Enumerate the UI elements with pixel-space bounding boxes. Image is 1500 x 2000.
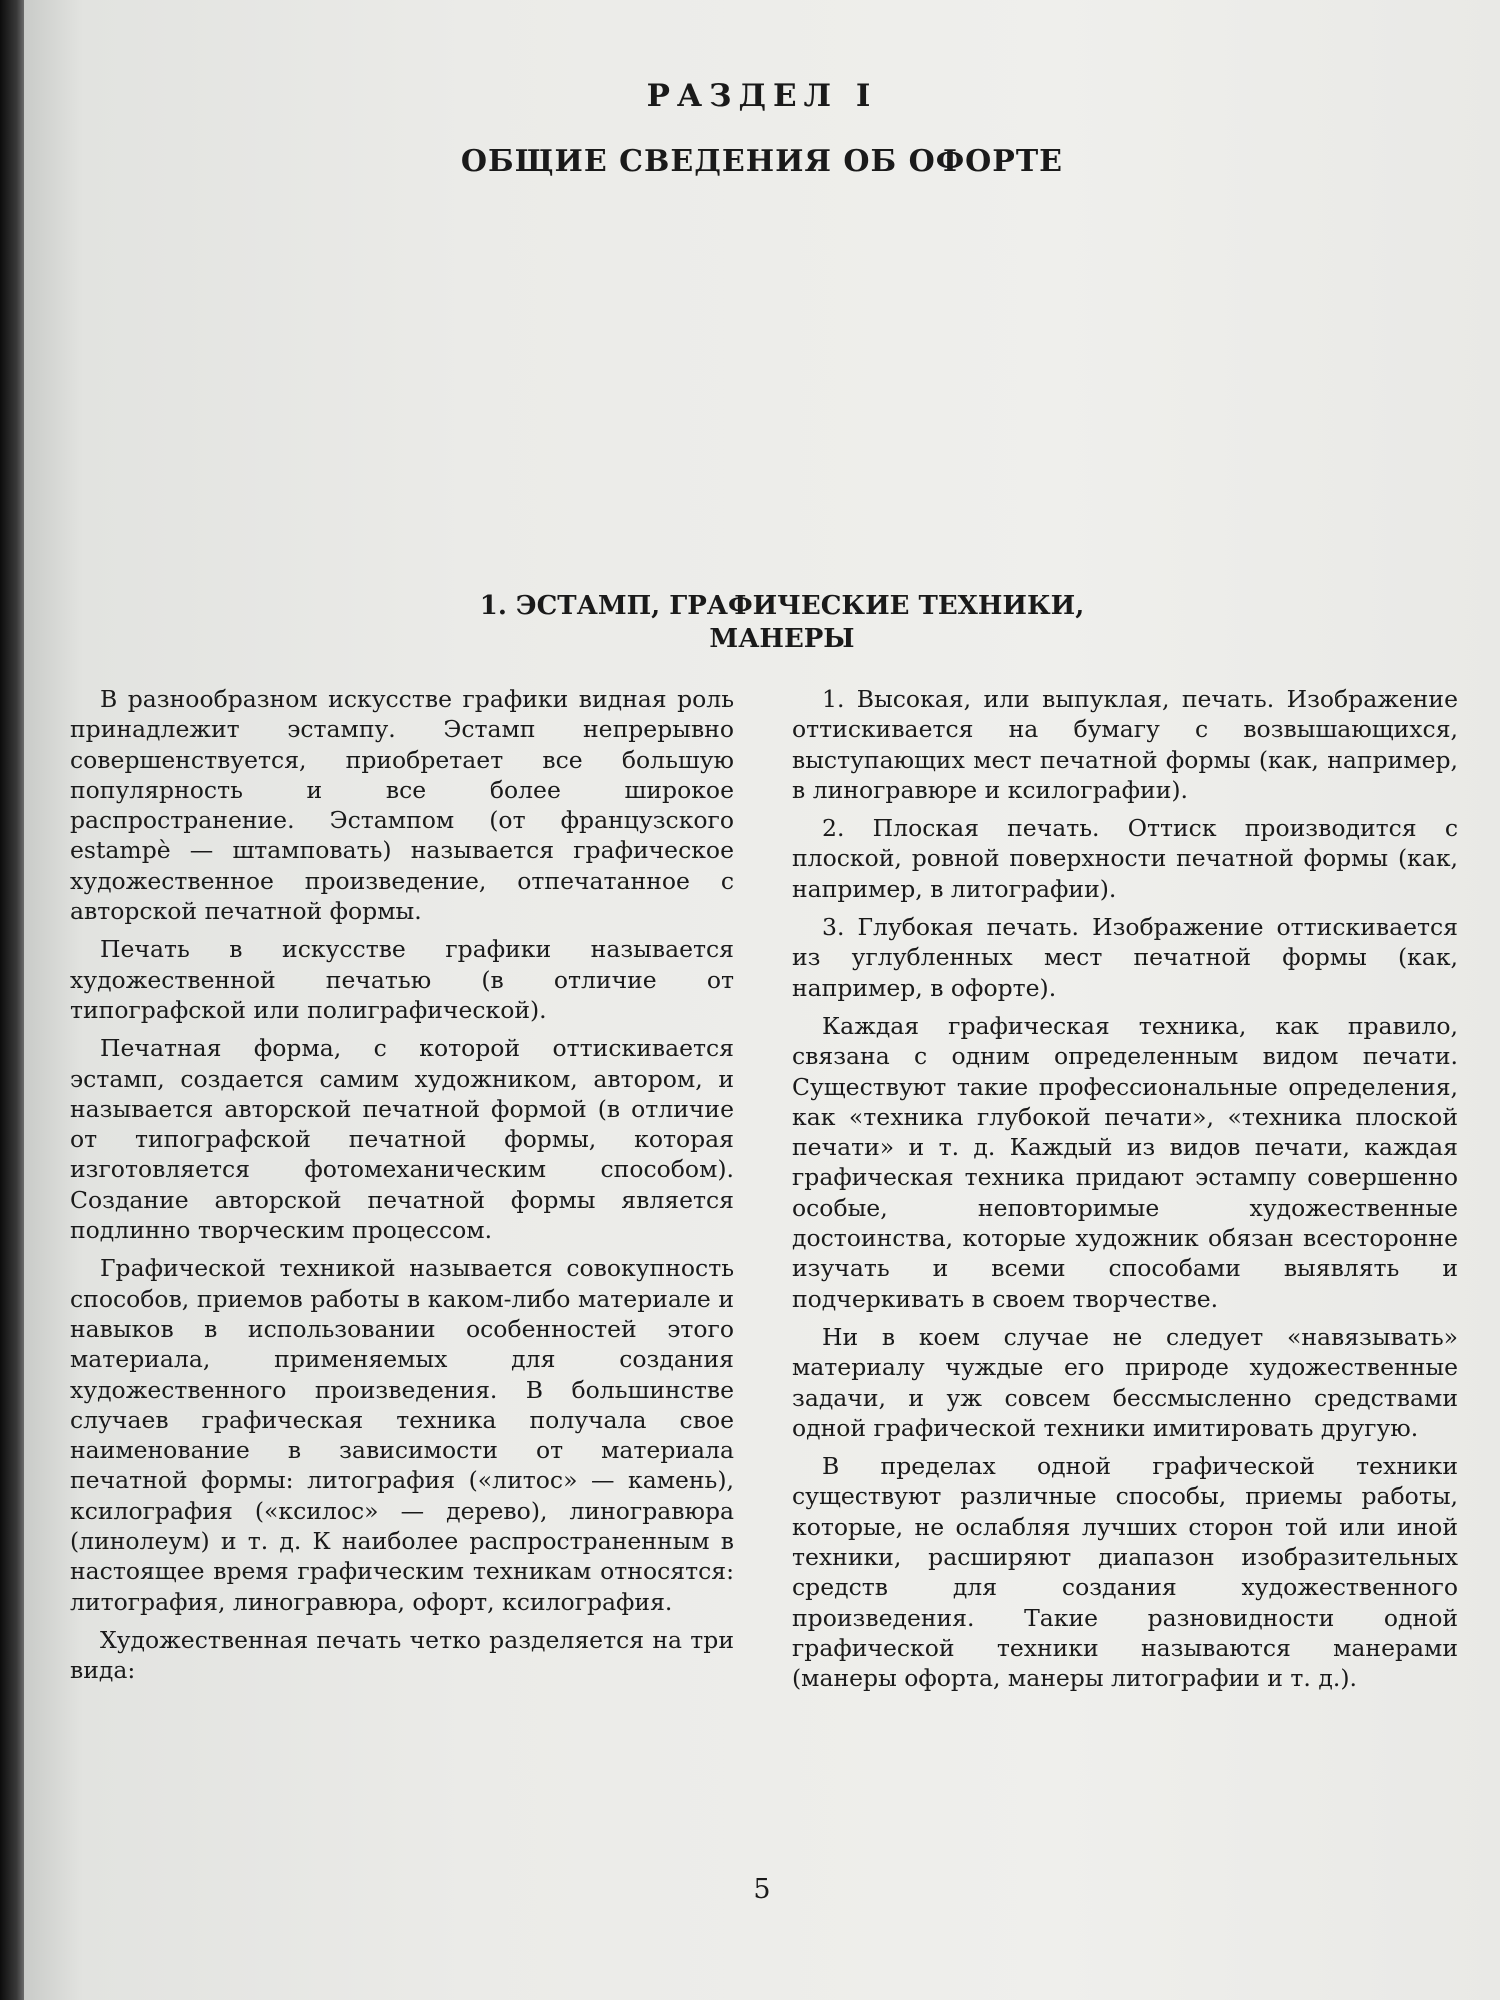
paragraph: 2. Плоская печать. Оттиск производится с плоской, ровной поверхности печатной формы (как, например, в литографии). — [792, 814, 1458, 903]
paragraph: Ни в коем случае не следует «навязывать» материалу чуждые его природе художественные задачи, и уж совсем бессмысленно средствами одной графической техники имитировать другую. — [792, 1322, 1458, 1442]
chapter-title-line-2: МАНЕРЫ — [709, 624, 855, 654]
paragraph: Графической техникой называется совокупность способов, приемов работы в каком-либо материале и навыков в использовании особенностей этого материала, применяемых для создания художественного произведения. В большинстве случаев графическая техника получала свое наименование в зависимости от материала печатной формы: литография («литос» — камень), ксилография («ксилос» — дерево), линогравюра (линолеум) и т. д. К наиболее распространенным в настоящее время графическим техникам относятся: литография, линогравюра, офорт, ксилография. — [70, 1254, 734, 1616]
paragraph: В разнообразном искусстве графики видная роль принадлежит эстампу. Эстамп непрерывно совершенствуется, приобретает все большую популярность и все более широкое распространение. Эстампом (от французского estampè — штамповать) называется графическое художественное произведение, отпечатанное с авторской печатной формы. — [70, 685, 734, 926]
paragraph: 1. Высокая, или выпуклая, печать. Изображение оттискивается на бумагу с возвышающихся, выступающих мест печатной формы (как, например, в линогравюре и ксилографии). — [792, 685, 1458, 804]
paragraph: 3. Глубокая печать. Изображение оттискивается из углубленных мест печатной формы (как, например, в офорте). — [792, 913, 1458, 1002]
paragraph: Печатная форма, с которой оттискивается эстамп, создается самим художником, автором, и называется авторской печатной формой (в отличие от типографской печатной формы, которая изготовляется фотомеханическим способом). Создание авторской печатной формы является подлинно творческим процессом. — [70, 1034, 734, 1245]
section-title: ОБЩИЕ СВЕДЕНИЯ ОБ ОФОРТЕ — [460, 144, 1064, 179]
book-page — [24, 0, 1500, 2000]
paragraph: В пределах одной графической техники существуют различные способы, приемы работы, которые, не ослабляя лучших сторон той или иной техники, расширяют диапазон изобразительных средств для создания художественного произведения. Такие разновидности одной графической техники называются манерами (манеры офорта, манеры литографии и т. д.). — [792, 1452, 1458, 1693]
page-number: 5 — [753, 1874, 771, 1905]
chapter-title — [424, 590, 1140, 656]
right-text-column — [792, 684, 1458, 1702]
paragraph: Художественная печать четко разделяется на три вида: — [70, 1625, 734, 1685]
chapter-title-line-1: 1. ЭСТАМП, ГРАФИЧЕСКИЕ ТЕХНИКИ, — [479, 591, 1085, 621]
paragraph: Печать в искусстве графики называется художественной печатью (в отличие от типографской или полиграфической). — [70, 935, 734, 1024]
paragraph: Каждая графическая техника, как правило, связана с одним определенным видом печати. Существуют такие профессиональные определения, как «техника глубокой печати», «техника плоской печати» и т. д. Каждый из видов печати, каждая графическая техника придают эстампу совершенно особые, неповторимые художественные достоинства, которые художник обязан всесторонне изучать и всеми способами выявлять и подчеркивать в своем творчестве. — [792, 1011, 1458, 1313]
book-binding — [0, 0, 24, 2000]
left-text-column — [70, 684, 734, 1694]
section-label: РАЗДЕЛ I — [646, 78, 878, 114]
